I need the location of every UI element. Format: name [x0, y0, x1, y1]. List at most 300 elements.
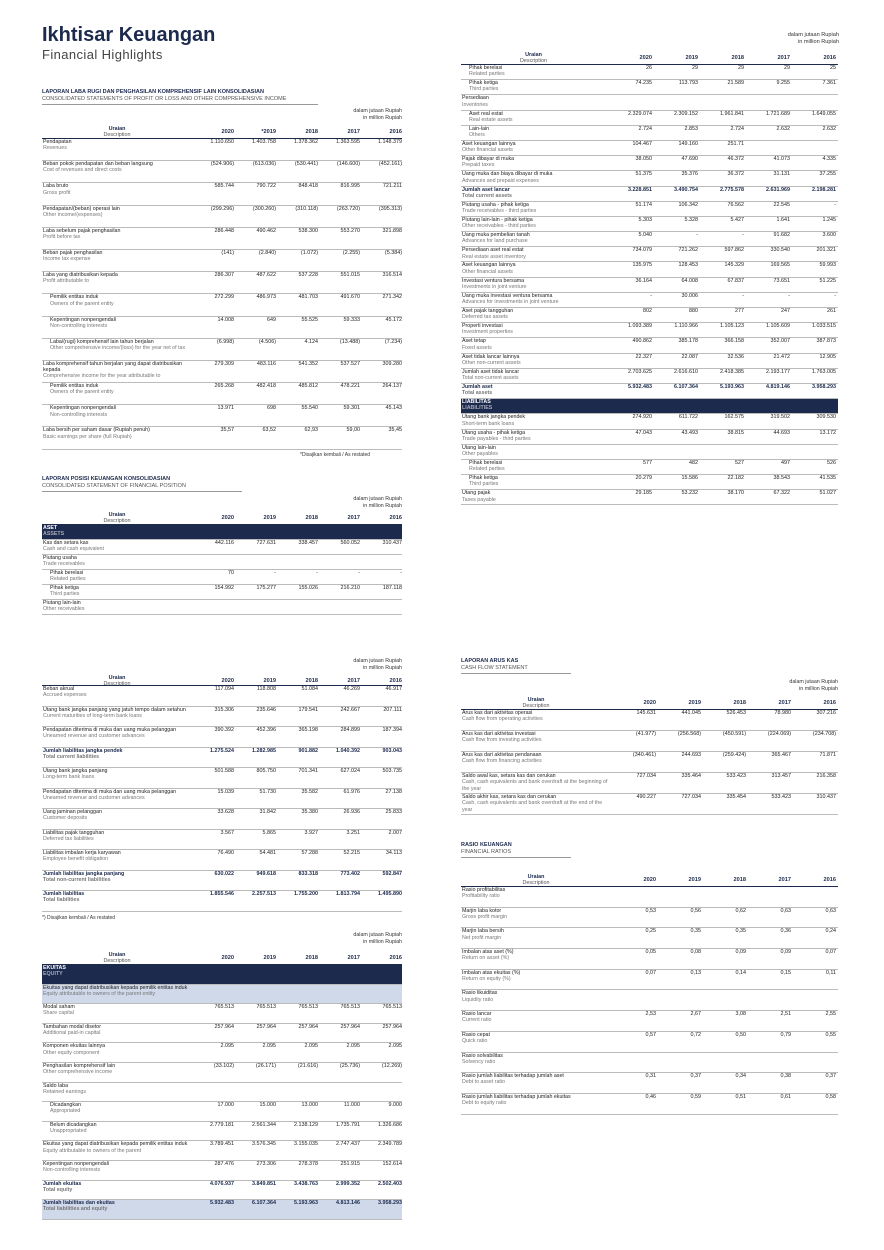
table-row [461, 293, 838, 308]
cell-value: 0,37 [690, 1073, 701, 1080]
cell-value: 27.138 [385, 788, 402, 795]
cell-value: 0,08 [690, 949, 701, 956]
table-row [461, 369, 838, 384]
table-row [42, 686, 402, 707]
cell-value: 503.735 [382, 768, 402, 774]
cell-value: (41.977) [635, 731, 656, 737]
cell-value: 1.033.515 [812, 323, 836, 330]
cell-value: 38.170 [727, 490, 744, 497]
cell-value: 2.632 [822, 125, 836, 132]
table-row [461, 187, 838, 202]
year-header: 2017 [778, 699, 791, 706]
row-label: Pihak ketiga Third parties [50, 585, 80, 598]
cell-value: 31.131 [773, 171, 790, 178]
cell-value: 35.582 [301, 788, 318, 795]
cell-value: 1.363.595 [336, 139, 360, 145]
cell-value: 74.235 [635, 80, 652, 87]
cell-value: 0,09 [735, 949, 746, 956]
cell-value: 1.755.200 [294, 891, 318, 897]
cell-value: 310.437 [816, 794, 836, 800]
table-row [461, 710, 838, 731]
row-label: Jumlah liabilitas jangka pendek Total current liabilities [43, 747, 123, 760]
cell-value: 0,59 [690, 1093, 701, 1100]
table-row [42, 1200, 402, 1220]
row-label: Marjin laba kotor Gross profit margin [462, 907, 508, 920]
table-row [42, 294, 402, 316]
cell-value: (300.260) [252, 205, 276, 212]
cell-value: 5.328 [684, 216, 698, 223]
header-label: Uraian Description [522, 873, 550, 886]
table-row [42, 250, 402, 272]
cell-value: 251.71 [727, 140, 744, 147]
cell-value: 67.837 [727, 277, 744, 284]
row-label: Ekuitas yang dapat diatribusikan kepada pemilik entitas induk Equity attributable to owners of the parent entity [43, 984, 188, 997]
cell-value: 2.007 [388, 829, 402, 836]
cell-value: (263.720) [336, 205, 360, 212]
cell-value: - [316, 570, 318, 576]
cell-value: 1.275.524 [210, 747, 234, 754]
table-row [461, 731, 838, 752]
cell-value: 0,31 [645, 1073, 656, 1080]
cell-value: 279.309 [214, 360, 234, 367]
cell-value: 59.993 [819, 262, 836, 269]
table-row [42, 585, 402, 600]
table-row [461, 126, 838, 141]
cell-value: 1.403.758 [252, 139, 276, 145]
cell-value: 1.495.890 [378, 891, 402, 897]
cell-value: 33.628 [217, 809, 234, 815]
cell-value: 482.418 [256, 383, 276, 390]
cell-value: 309.280 [382, 360, 402, 367]
cell-value: 0,55 [825, 1031, 836, 1038]
row-label: Jumlah liabilitas dan ekuitas Total liabilities and equity [43, 1200, 115, 1213]
cell-value: 0,51 [735, 1093, 746, 1100]
cell-value: 59.333 [343, 316, 360, 323]
cell-value: 5.932.483 [210, 1200, 234, 1207]
table-row [42, 272, 402, 294]
year-header: 2017 [778, 876, 791, 883]
table-row [42, 525, 402, 540]
cell-value: 0,07 [825, 949, 836, 956]
cell-value: 91.682 [773, 232, 790, 239]
cell-value: (524.906) [210, 161, 234, 168]
cell-value: 2.095 [262, 1043, 276, 1050]
cell-value: 34.113 [385, 850, 402, 856]
cell-value: 51.084 [301, 686, 318, 692]
cell-value: 307.216 [816, 710, 836, 716]
row-label: Uang muka dan biaya dibayar di muka Advances and prepaid expenses [462, 171, 553, 184]
cell-value: 20.279 [635, 475, 652, 482]
cell-value: 2.616.610 [674, 368, 698, 375]
cell-value: 57.288 [301, 850, 318, 856]
table-header [461, 696, 838, 710]
cell-value: 553.270 [340, 227, 360, 234]
cell-value: 155.026 [298, 585, 318, 591]
table-row [461, 171, 838, 186]
cell-value: 2.502.403 [378, 1180, 402, 1187]
cell-value: 2.095 [388, 1043, 402, 1050]
row-label: Aset tetap Fixed assets [462, 338, 492, 351]
cell-value: 0,36 [780, 928, 791, 935]
table-row [461, 202, 838, 217]
cell-value: 352.007 [770, 338, 790, 345]
row-label: Uang muka investasi ventura bersama Advances for investments in joint venture [462, 292, 559, 306]
cell-value: 15.586 [681, 475, 698, 482]
cell-value: 261 [827, 308, 836, 314]
cell-value: 45.172 [385, 316, 402, 323]
ratios-table [461, 873, 838, 1115]
cell-value: 287.476 [214, 1160, 234, 1167]
cell-value: 3.576.345 [252, 1141, 276, 1148]
cell-value: 26 [646, 65, 652, 71]
table-row [461, 308, 838, 323]
cell-value: 2,67 [690, 1011, 701, 1018]
row-label: Modal saham Share capital [43, 1004, 75, 1017]
table-row [42, 891, 402, 912]
cell-value: 70 [228, 570, 234, 576]
year-header: *2019 [261, 128, 276, 135]
cell-value: 2.138.129 [294, 1121, 318, 1128]
cell-value: 3.849.851 [252, 1180, 276, 1187]
cell-value: 1.148.379 [378, 139, 402, 145]
cell-value: 1.641 [776, 216, 790, 223]
cell-value: 2.193.177 [766, 368, 790, 375]
cell-value: 64.008 [681, 277, 698, 284]
table-row [42, 789, 402, 810]
cell-value: 0,37 [825, 1073, 836, 1080]
cell-value: 309.530 [816, 414, 836, 421]
row-label: Aset keuangan lainnya Other financial assets [462, 262, 516, 275]
cell-value: 54.481 [259, 850, 276, 856]
cell-value: 2.775.578 [720, 186, 744, 193]
cell-value: 1.282.985 [252, 747, 276, 754]
cell-value: 0,53 [645, 907, 656, 914]
cell-value: 6.107.364 [674, 383, 698, 390]
cell-value: 2.349.789 [378, 1141, 402, 1148]
bs-unit: dalam jutaan Rupiah in million Rupiah [353, 496, 402, 509]
row-label: Investasi ventura bersama Investments in joint venture [462, 277, 527, 290]
cell-value: 335.464 [681, 773, 701, 779]
cell-value: 0,57 [645, 1031, 656, 1038]
cell-value: 41.535 [819, 475, 836, 482]
year-header: 2016 [823, 876, 836, 883]
cell-value: 2.999.352 [336, 1180, 360, 1187]
year-header: 2018 [733, 876, 746, 883]
cell-value: (141) [221, 249, 234, 256]
row-label: Pendapatan diterima di muka dan uang muka pelanggan Unearned revenue and customer advances [43, 727, 177, 740]
cell-value: 13.000 [301, 1102, 318, 1109]
cell-value: 335.454 [726, 794, 746, 800]
table-row [42, 317, 402, 339]
cell-value: (2.255) [342, 249, 360, 256]
row-label: Laba sebelum pajak penghasilan Profit before tax [43, 227, 121, 241]
cell-value: 26.936 [343, 809, 360, 815]
row-label: Piutang usaha - pihak ketiga Trade receivables - third parties [462, 201, 537, 214]
cell-value: (1.072) [300, 249, 318, 256]
cell-value: 5.865 [262, 829, 276, 836]
row-label: Imbalan atas ekuitas (%) Return on equity (%) [462, 969, 521, 983]
cell-value: 501.588 [214, 768, 234, 774]
cell-value: 152.614 [382, 1160, 402, 1167]
table-row [42, 427, 402, 449]
cell-value: 2.418.385 [720, 368, 744, 375]
cell-value: (310.118) [295, 205, 318, 212]
cell-value: 273.306 [256, 1160, 276, 1167]
cell-value: 701.341 [298, 768, 318, 774]
cell-value: 284.899 [340, 727, 360, 733]
row-label: Aset tidak lancar lainnya Other non-current assets [462, 353, 521, 366]
row-label: Properti investasi Investment properties [462, 323, 513, 336]
cell-value: 630.022 [214, 870, 234, 877]
cell-value: (256.568) [677, 731, 701, 737]
row-label: Laba komprehensif tahun berjalan yang dapat diatribusikan kepada Comprehensive income for the year attributable to [43, 360, 182, 380]
cell-value: 0,11 [825, 969, 836, 976]
cell-value: 2.747.437 [336, 1141, 360, 1148]
year-header: 2016 [389, 128, 402, 135]
balance-sheet-table-1 [42, 511, 402, 615]
cell-value: 1.649.055 [812, 110, 836, 117]
cell-value: 1.040.392 [336, 747, 360, 754]
row-label: Utang bank jangka panjang yang jatuh tempo dalam setahun Current maturities of long-term bank loans [43, 706, 186, 719]
year-header: 2019 [263, 514, 276, 521]
cell-value: 5.932.483 [628, 383, 652, 390]
cell-value: 765.513 [298, 1004, 318, 1011]
cell-value: 52.215 [343, 850, 360, 856]
row-label: Tambahan modal disetor Additional paid-in capital [43, 1023, 102, 1037]
cell-value: 1.855.546 [210, 891, 234, 897]
cell-value: 38.050 [635, 156, 652, 163]
cell-value: 533.423 [771, 794, 791, 800]
cell-value: 2.257.513 [252, 891, 276, 897]
cell-value: (2.840) [258, 249, 276, 256]
header-label: Uraian Description [103, 951, 131, 964]
page-title: Ikhtisar Keuangan [42, 24, 216, 46]
cell-value: 2.095 [220, 1043, 234, 1050]
cell-value: 9.255 [776, 80, 790, 87]
cell-value: 526.453 [726, 710, 746, 716]
row-label: Piutang lain-lain Other receivables [43, 600, 85, 613]
cell-value: 7.361 [822, 80, 836, 87]
cell-value: 3.490.754 [674, 186, 698, 193]
cell-value: 721.211 [382, 183, 402, 190]
cf-section-title: LAPORAN ARUS KAS CASH FLOW STATEMENT [461, 658, 571, 674]
cell-value: 0,56 [690, 907, 701, 914]
cell-value: 773.402 [340, 870, 360, 877]
row-label: Saldo awal kas, setara kas dan cerukan Cash, cash equivalents and bank overdraft at the beginning of the year [462, 773, 608, 792]
row-label: Laba bruto Gross profit [43, 183, 71, 196]
row-label: Aset real estat Real estate assets [469, 110, 513, 123]
header-label: Uraian Description [103, 511, 131, 524]
cell-value: 537.228 [298, 272, 318, 279]
cf-unit: dalam jutaan Rupiah in million Rupiah [789, 679, 838, 692]
cell-value: 106.342 [678, 201, 698, 208]
row-label: Pihak berelasi Related parties [469, 65, 505, 78]
cell-value: 833.318 [298, 870, 318, 877]
table-row [42, 871, 402, 892]
table-row [42, 1141, 402, 1161]
cell-value: 47.043 [635, 429, 652, 436]
cell-value: 271.342 [382, 294, 402, 301]
cell-value: 35.380 [301, 809, 318, 815]
row-label: Utang bank jangka pendek Short-term bank loans [462, 414, 526, 427]
cell-value: 51.174 [635, 201, 652, 208]
cell-value: 118.808 [256, 686, 276, 692]
cell-value: 13.172 [819, 429, 836, 436]
cell-value: 366.158 [724, 338, 744, 345]
table-row [42, 1102, 402, 1122]
table-row [42, 228, 402, 250]
cell-value: 32.536 [727, 353, 744, 360]
row-label: Arus kas dari aktivitas investasi Cash flow from investing activities [462, 731, 542, 744]
row-label: Kas dan setara kas Cash and cash equivalent [43, 540, 104, 553]
table-row [461, 430, 838, 445]
row-label: Kepentingan nonpengendali Non-controlling interests [43, 1160, 109, 1174]
cell-value: 321.898 [382, 227, 402, 234]
cell-value: 247 [781, 308, 790, 314]
year-header: 2020 [221, 514, 234, 521]
cell-value: 490.862 [632, 338, 652, 345]
cell-value: 73.651 [773, 277, 790, 284]
cell-value: 46.917 [385, 686, 402, 692]
cell-value: 491.670 [340, 294, 360, 301]
cell-value: (5.384) [384, 249, 402, 256]
cell-value: 29 [738, 65, 744, 71]
cell-value: 1.326.686 [378, 1121, 402, 1128]
cell-value: 187.394 [382, 727, 402, 733]
table-header [42, 511, 402, 525]
row-label: Aset keuangan lainnya Other financial assets [462, 140, 516, 154]
row-label: EKUITAS EQUITY [43, 965, 66, 978]
cell-value: - [742, 292, 744, 299]
row-label: Pihak ketiga Third parties [469, 80, 499, 93]
equity-table [42, 951, 402, 1220]
cell-value: 76.490 [217, 850, 234, 856]
row-label: Beban akrual Accrued expenses [43, 686, 87, 699]
cell-value: 4.819.146 [766, 383, 790, 390]
cell-value: 286.448 [214, 227, 234, 234]
cell-value: 0,38 [780, 1073, 791, 1080]
row-label: Uang jaminan pelanggan Customer deposits [43, 809, 102, 822]
header-label: Uraian Description [103, 125, 131, 138]
cell-value: 3.600 [822, 232, 836, 239]
cell-value: 25.833 [385, 809, 402, 815]
cell-value: 2.703.625 [628, 368, 652, 375]
cell-value: 257.964 [382, 1023, 402, 1030]
table-row [461, 247, 838, 262]
cell-value: 698 [267, 405, 276, 412]
row-label: Dicadangkan Appropriated [50, 1102, 81, 1115]
cell-value: 734.079 [632, 247, 652, 254]
cell-value: 5.040 [638, 232, 652, 239]
row-label: Pendapatan/(beban) operasi lain Other income/(expenses) [43, 205, 120, 218]
table-row [461, 156, 838, 171]
cell-value: 216.358 [816, 773, 836, 779]
cell-value: 441.045 [681, 710, 701, 716]
table-row [461, 752, 838, 773]
cell-value: 5.303 [638, 216, 652, 223]
cell-value: 526 [827, 459, 836, 466]
cell-value: 257.964 [256, 1023, 276, 1030]
row-label: Rasio jumlah liabilitas terhadap jumlah ekuitas Debt to equity ratio [462, 1093, 571, 1107]
cell-value: (299.296) [210, 205, 234, 212]
table-row [461, 1011, 838, 1032]
cell-value: 2.631.969 [766, 186, 790, 193]
cell-value: - [788, 292, 790, 299]
cell-value: 487.622 [256, 272, 276, 279]
row-label: Saldo akhir kas, setara kas dan cerukan Cash, cash equivalents and bank overdraft at the end of the year [462, 794, 603, 813]
cell-value: (146.600) [336, 161, 360, 168]
cell-value: 338.457 [298, 540, 318, 546]
cell-value: - [274, 570, 276, 576]
table-row [461, 970, 838, 991]
cell-value: 22.327 [635, 353, 652, 360]
year-header: 2018 [305, 954, 318, 961]
table-row [42, 727, 402, 748]
cell-value: 55.525 [301, 316, 318, 323]
cell-value: 4.813.146 [336, 1200, 360, 1207]
year-header: 2019 [688, 699, 701, 706]
row-label: Pemilik entitas induk Owners of the parent entity [50, 294, 114, 307]
row-label: Pendapatan Revenues [43, 139, 72, 152]
balance-sheet-table-2 [461, 52, 838, 505]
cell-value: 59.301 [343, 405, 360, 412]
row-label: Rasio solvabilitas Solvency ratio [462, 1052, 503, 1065]
cell-value: 242.667 [340, 706, 360, 713]
cell-value: 51.375 [635, 171, 652, 178]
cell-value: 790.722 [256, 183, 276, 190]
cell-value: 15.039 [217, 788, 234, 795]
cell-value: 585.744 [214, 183, 234, 190]
eq-unit: dalam jutaan Rupiah in million Rupiah [353, 932, 402, 945]
cell-value: 313.457 [771, 773, 791, 779]
cell-value: 0,09 [780, 949, 791, 956]
cell-value: 452.396 [256, 727, 276, 733]
cell-value: 9.000 [388, 1102, 402, 1109]
year-header: 2019 [263, 677, 276, 684]
table-row [461, 323, 838, 338]
header-label: Uraian Description [522, 696, 550, 709]
row-label: Jumlah aset lancar Total current assets [462, 186, 512, 199]
cell-value: (6.998) [216, 338, 234, 345]
cell-value: 22.545 [773, 201, 790, 208]
table-row [461, 794, 838, 815]
cell-value: 387.873 [816, 338, 836, 345]
table-row [42, 809, 402, 830]
cell-value: (26.171) [255, 1062, 276, 1069]
cell-value: 3.958.293 [812, 383, 836, 390]
table-row [42, 1083, 402, 1103]
cell-value: 1.093.389 [628, 323, 652, 330]
cell-value: 3,08 [735, 1011, 746, 1018]
table-row [461, 217, 838, 232]
cell-value: 35,45 [388, 427, 402, 434]
row-label: Uang muka pembelian tanah Advances for land purchase [462, 232, 530, 245]
cell-value: 485.812 [298, 383, 318, 390]
table-row [42, 570, 402, 585]
cell-value: 3.789.451 [210, 1141, 234, 1148]
cell-value: 145.329 [724, 262, 744, 269]
cell-value: 2.329.074 [628, 110, 652, 117]
table-row [42, 1181, 402, 1201]
cell-value: - [834, 201, 836, 208]
row-label: Rasio jumlah liabilitas terhadap jumlah aset Debt to asset ratio [462, 1073, 564, 1086]
cell-value: 216.210 [340, 585, 360, 591]
table-row [42, 1161, 402, 1181]
cell-value: 1.105.609 [766, 323, 790, 330]
row-label: Pihak ketiga Third parties [469, 475, 499, 488]
row-label: Rasio likuiditas Liquidity ratio [462, 990, 498, 1003]
table-row [42, 540, 402, 555]
